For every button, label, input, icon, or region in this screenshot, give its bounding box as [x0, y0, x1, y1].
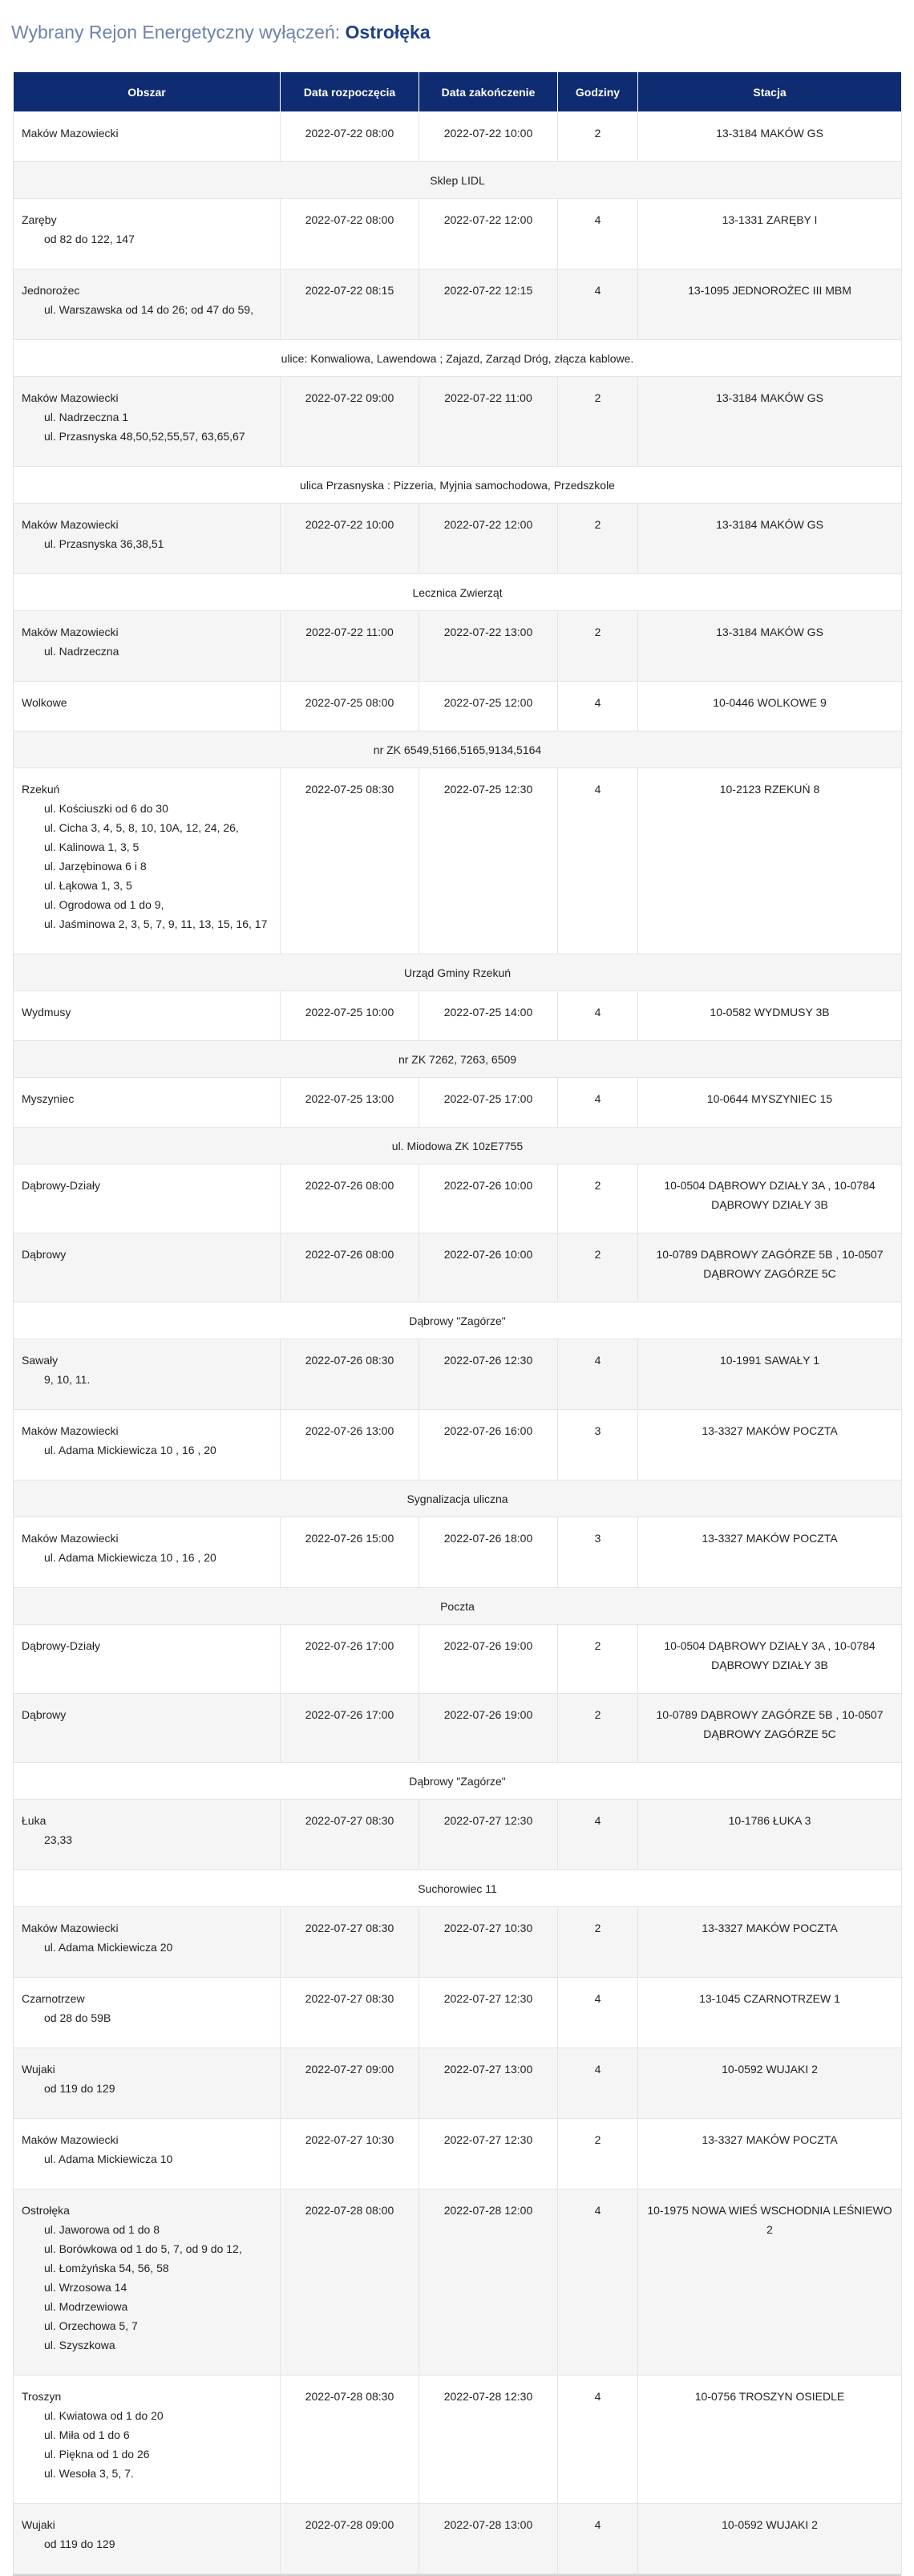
cell-area [14, 2189, 281, 2376]
cell-start-date: 2022-07-27 08:30 [281, 1907, 419, 1978]
cell-end-date: 2022-07-22 12:15 [419, 269, 558, 340]
area-name: Maków Mazowiecki [22, 1424, 119, 1437]
cell-hours: 4 [558, 2189, 638, 2376]
cell-end-date: 2022-07-27 12:30 [419, 1800, 558, 1870]
area-name: Maków Mazowiecki [22, 127, 119, 140]
cell-hours: 4 [558, 1978, 638, 2048]
area-name: Zaręby [22, 213, 57, 226]
cell-station: 10-0446 WOLKOWE 9 [638, 682, 902, 731]
cell-start-date: 2022-07-26 13:00 [281, 1410, 419, 1480]
cell-area [14, 112, 281, 162]
column-header-end-date: Data zakończenie [419, 72, 558, 112]
cell-station: 10-0592 WUJAKI 2 [638, 2504, 902, 2574]
area-detail: ul. Miła od 1 do 6 [44, 2428, 130, 2441]
area-name: Maków Mazowiecki [22, 2133, 119, 2146]
area-name: Troszyn [22, 2390, 62, 2403]
area-name: Maków Mazowiecki [22, 518, 119, 531]
cell-station: 13-3184 MAKÓW GS [638, 611, 902, 682]
note-row [14, 1763, 902, 1800]
cell-hours: 4 [558, 2504, 638, 2574]
cell-end-date: 2022-07-28 13:00 [419, 2504, 558, 2574]
cell-start-date: 2022-07-26 15:00 [281, 1517, 419, 1588]
cell-start-date: 2022-07-26 08:30 [281, 1339, 419, 1410]
cell-area [14, 1517, 281, 1588]
area-detail: 9, 10, 11. [44, 1373, 91, 1386]
cell-station: 10-0644 MYSZYNIEC 15 [638, 1078, 902, 1128]
cell-end-date: 2022-07-26 10:00 [419, 1164, 558, 1233]
cell-area [14, 1164, 281, 1233]
note-row [14, 1041, 902, 1078]
cell-hours: 4 [558, 2048, 638, 2119]
cell-hours: 4 [558, 1339, 638, 1410]
note-row [14, 1588, 902, 1625]
cell-start-date: 2022-07-26 17:00 [281, 1625, 419, 1694]
note-row [14, 467, 902, 504]
cell-station: 10-1786 ŁUKA 3 [638, 1800, 902, 1870]
cell-area [14, 2504, 281, 2574]
cell-start-date: 2022-07-27 08:30 [281, 1978, 419, 2048]
note-row [14, 1128, 902, 1164]
table-row [14, 1907, 902, 1978]
cell-station: 13-3327 MAKÓW POCZTA [638, 1517, 902, 1588]
cell-area [14, 377, 281, 467]
area-name: Sawały [22, 1354, 59, 1367]
cell-station: 13-3184 MAKÓW GS [638, 504, 902, 574]
area-detail: ul. Modrzewiowa [44, 2300, 128, 2313]
cell-end-date: 2022-07-22 11:00 [419, 377, 558, 467]
cell-area [14, 1625, 281, 1694]
table-row [14, 199, 902, 269]
area-detail: od 119 do 129 [44, 2538, 115, 2550]
cell-end-date: 2022-07-25 12:00 [419, 682, 558, 731]
cell-hours: 2 [558, 1694, 638, 1763]
area-name: Dąbrowy [22, 1248, 67, 1261]
table-row [14, 1339, 902, 1410]
area-detail: od 119 do 129 [44, 2082, 115, 2095]
area-detail: ul. Wesoła 3, 5, 7. [44, 2467, 134, 2480]
cell-area [14, 2048, 281, 2119]
table-body [14, 112, 902, 2574]
area-name: Ostrołęka [22, 2204, 70, 2217]
cell-area [14, 504, 281, 574]
table-row [14, 377, 902, 467]
cell-hours: 2 [558, 2119, 638, 2189]
area-detail: ul. Przasnyska 36,38,51 [44, 537, 164, 550]
cell-area [14, 2376, 281, 2504]
cell-hours: 2 [558, 1907, 638, 1978]
cell-hours: 2 [558, 377, 638, 467]
cell-station: 10-1975 NOWA WIEŚ WSCHODNIA LEŚNIEWO 2 [638, 2189, 902, 2376]
cell-end-date: 2022-07-26 12:30 [419, 1339, 558, 1410]
area-detail: ul. Wrzosowa 14 [44, 2281, 127, 2294]
table-row [14, 2048, 902, 2119]
cell-station: 10-0592 WUJAKI 2 [638, 2048, 902, 2119]
cell-area [14, 768, 281, 954]
area-detail: ul. Łomżyńska 54, 56, 58 [44, 2262, 169, 2274]
cell-station: 10-0789 DĄBROWY ZAGÓRZE 5B , 10-0507 DĄBROWY ZAGÓRZE 5C [638, 1233, 902, 1302]
table-row [14, 269, 902, 340]
cell-start-date: 2022-07-25 13:00 [281, 1078, 419, 1128]
table-header [14, 72, 902, 112]
area-detail: ul. Ogrodowa od 1 do 9, [44, 898, 164, 911]
cell-area [14, 1233, 281, 1302]
table-row [14, 2189, 902, 2376]
note-text: Dąbrowy "Zagórze" [14, 1302, 902, 1339]
cell-end-date: 2022-07-26 19:00 [419, 1625, 558, 1694]
table-row [14, 768, 902, 954]
table-row [14, 1078, 902, 1128]
cell-start-date: 2022-07-25 08:30 [281, 768, 419, 954]
cell-station: 10-2123 RZEKUŃ 8 [638, 768, 902, 954]
cell-area [14, 199, 281, 269]
cell-end-date: 2022-07-28 12:00 [419, 2189, 558, 2376]
area-name: Dąbrowy-Działy [22, 1179, 101, 1192]
note-text: nr ZK 6549,5166,5165,9134,5164 [14, 731, 902, 768]
cell-station: 10-1991 SAWAŁY 1 [638, 1339, 902, 1410]
table-row [14, 504, 902, 574]
page-title-prefix: Wybrany Rejon Energetyczny wyłączeń: [11, 22, 341, 43]
cell-start-date: 2022-07-22 09:00 [281, 377, 419, 467]
area-name: Wolkowe [22, 696, 67, 709]
cell-station: 13-3327 MAKÓW POCZTA [638, 1907, 902, 1978]
area-detail: ul. Borówkowa od 1 do 5, 7, od 9 do 12, [44, 2242, 242, 2255]
area-name: Jednorożec [22, 284, 80, 297]
cell-station: 10-0789 DĄBROWY ZAGÓRZE 5B , 10-0507 DĄBROWY ZAGÓRZE 5C [638, 1694, 902, 1763]
area-name: Maków Mazowiecki [22, 1532, 119, 1545]
cell-hours: 4 [558, 768, 638, 954]
cell-area [14, 269, 281, 340]
area-detail: ul. Kalinowa 1, 3, 5 [44, 840, 140, 853]
cell-station: 13-3327 MAKÓW POCZTA [638, 2119, 902, 2189]
note-row [14, 162, 902, 199]
note-row [14, 731, 902, 768]
cell-start-date: 2022-07-26 08:00 [281, 1233, 419, 1302]
cell-start-date: 2022-07-27 10:30 [281, 2119, 419, 2189]
note-text: Lecznica Zwierząt [14, 574, 902, 611]
note-text: Sygnalizacja uliczna [14, 1480, 902, 1517]
cell-start-date: 2022-07-27 08:30 [281, 1800, 419, 1870]
cell-start-date: 2022-07-26 08:00 [281, 1164, 419, 1233]
cell-area [14, 1907, 281, 1978]
note-text: nr ZK 7262, 7263, 6509 [14, 1041, 902, 1078]
cell-start-date: 2022-07-26 17:00 [281, 1694, 419, 1763]
cell-start-date: 2022-07-25 08:00 [281, 682, 419, 731]
area-name: Maków Mazowiecki [22, 391, 119, 404]
cell-hours: 4 [558, 1078, 638, 1128]
cell-area [14, 991, 281, 1041]
area-detail: ul. Szyszkowa [44, 2339, 115, 2351]
table-row [14, 2119, 902, 2189]
cell-area [14, 1694, 281, 1763]
cell-end-date: 2022-07-28 12:30 [419, 2376, 558, 2504]
area-detail: ul. Jaśminowa 2, 3, 5, 7, 9, 11, 13, 15, 16, 17 [44, 917, 268, 930]
area-name: Czarnotrzew [22, 1992, 85, 2005]
note-row [14, 1302, 902, 1339]
area-name: Dąbrowy [22, 1708, 67, 1721]
table-row [14, 112, 902, 162]
cell-station: 10-0504 DĄBROWY DZIAŁY 3A , 10-0784 DĄBROWY DZIAŁY 3B [638, 1625, 902, 1694]
page-title [11, 20, 431, 44]
cell-end-date: 2022-07-26 18:00 [419, 1517, 558, 1588]
table-row [14, 611, 902, 682]
cell-end-date: 2022-07-22 12:00 [419, 199, 558, 269]
table-row [14, 2376, 902, 2504]
cell-start-date: 2022-07-22 11:00 [281, 611, 419, 682]
cell-hours: 4 [558, 199, 638, 269]
cell-station: 13-1095 JEDNOROŻEC III MBM [638, 269, 902, 340]
cell-hours: 2 [558, 611, 638, 682]
cell-station: 10-0582 WYDMUSY 3B [638, 991, 902, 1041]
cell-area [14, 1978, 281, 2048]
cell-end-date: 2022-07-22 10:00 [419, 112, 558, 162]
cell-area [14, 611, 281, 682]
note-row [14, 1480, 902, 1517]
note-row [14, 340, 902, 377]
note-text: Dąbrowy "Zagórze" [14, 1763, 902, 1800]
area-detail: ul. Cicha 3, 4, 5, 8, 10, 10A, 12, 24, 26, [44, 821, 239, 834]
table-row [14, 1233, 902, 1302]
cell-station: 13-3327 MAKÓW POCZTA [638, 1410, 902, 1480]
area-name: Maków Mazowiecki [22, 626, 119, 638]
area-detail: ul. Przasnyska 48,50,52,55,57, 63,65,67 [44, 430, 245, 443]
area-detail: ul. Kościuszki od 6 do 30 [44, 802, 168, 815]
column-header-hours: Godziny [558, 72, 638, 112]
cell-end-date: 2022-07-26 19:00 [419, 1694, 558, 1763]
table-row [14, 2504, 902, 2574]
area-detail: od 82 do 122, 147 [44, 233, 135, 245]
cell-start-date: 2022-07-22 08:00 [281, 112, 419, 162]
table-row [14, 991, 902, 1041]
area-detail: ul. Jarzębinowa 6 i 8 [44, 860, 147, 873]
cell-end-date: 2022-07-25 12:30 [419, 768, 558, 954]
cell-station: 13-3184 MAKÓW GS [638, 377, 902, 467]
cell-area [14, 1078, 281, 1128]
cell-end-date: 2022-07-25 17:00 [419, 1078, 558, 1128]
cell-hours: 3 [558, 1410, 638, 1480]
area-detail: ul. Nadrzeczna [44, 645, 119, 658]
table-row [14, 1164, 902, 1233]
cell-station: 13-3184 MAKÓW GS [638, 112, 902, 162]
cell-station: 10-0756 TROSZYN OSIEDLE [638, 2376, 902, 2504]
area-name: Łuka [22, 1814, 47, 1827]
cell-end-date: 2022-07-22 12:00 [419, 504, 558, 574]
column-header-area: Obszar [14, 72, 281, 112]
cell-start-date: 2022-07-28 08:30 [281, 2376, 419, 2504]
column-header-station: Stacja [638, 72, 902, 112]
note-text: Suchorowiec 11 [14, 1870, 902, 1907]
cell-start-date: 2022-07-25 10:00 [281, 991, 419, 1041]
area-detail: ul. Kwiatowa od 1 do 20 [44, 2409, 164, 2422]
cell-hours: 4 [558, 2376, 638, 2504]
note-text: Sklep LIDL [14, 162, 902, 199]
cell-hours: 3 [558, 1517, 638, 1588]
cell-area [14, 682, 281, 731]
cell-station: 13-1045 CZARNOTRZEW 1 [638, 1978, 902, 2048]
cell-start-date: 2022-07-22 10:00 [281, 504, 419, 574]
area-detail: ul. Adama Mickiewicza 10 , 16 , 20 [44, 1444, 216, 1456]
note-row [14, 1870, 902, 1907]
cell-end-date: 2022-07-26 10:00 [419, 1233, 558, 1302]
cell-area [14, 1410, 281, 1480]
area-name: Wydmusy [22, 1006, 71, 1019]
note-text: ulice: Konwaliowa, Lawendowa ; Zajazd, Zarząd Dróg, złącza kablowe. [14, 340, 902, 377]
cell-hours: 2 [558, 1625, 638, 1694]
cell-hours: 2 [558, 504, 638, 574]
cell-start-date: 2022-07-27 09:00 [281, 2048, 419, 2119]
outages-table [13, 71, 902, 2574]
cell-start-date: 2022-07-28 08:00 [281, 2189, 419, 2376]
cell-end-date: 2022-07-22 13:00 [419, 611, 558, 682]
cell-end-date: 2022-07-27 13:00 [419, 2048, 558, 2119]
note-row [14, 574, 902, 611]
table-row [14, 1517, 902, 1588]
table-row [14, 1625, 902, 1694]
area-name: Wujaki [22, 2518, 55, 2531]
selected-region: Ostrołęka [345, 22, 431, 43]
area-detail: ul. Jaworowa od 1 do 8 [44, 2223, 160, 2236]
area-name: Dąbrowy-Działy [22, 1639, 101, 1652]
area-detail: ul. Orzechowa 5, 7 [44, 2319, 138, 2332]
cell-hours: 2 [558, 1233, 638, 1302]
table-row [14, 1978, 902, 2048]
note-text: ul. Miodowa ZK 10zE7755 [14, 1128, 902, 1164]
area-detail: 23,33 [44, 1833, 73, 1846]
table-row [14, 1800, 902, 1870]
cell-hours: 4 [558, 682, 638, 731]
note-text: ulica Przasnyska : Pizzeria, Myjnia samochodowa, Przedszkole [14, 467, 902, 504]
area-detail: ul. Piękna od 1 do 26 [44, 2448, 150, 2461]
cell-area [14, 1339, 281, 1410]
table-row [14, 1694, 902, 1763]
area-name: Rzekuń [22, 783, 60, 796]
note-text: Urząd Gminy Rzekuń [14, 954, 902, 991]
table-row [14, 1410, 902, 1480]
area-detail: ul. Warszawska od 14 do 26; od 47 do 59, [44, 303, 253, 316]
area-detail: ul. Nadrzeczna 1 [44, 411, 129, 423]
cell-hours: 4 [558, 1800, 638, 1870]
cell-start-date: 2022-07-22 08:00 [281, 199, 419, 269]
area-detail: ul. Adama Mickiewicza 20 [44, 1941, 173, 1954]
cell-start-date: 2022-07-22 08:15 [281, 269, 419, 340]
area-detail: ul. Adama Mickiewicza 10 [44, 2153, 173, 2165]
cell-hours: 4 [558, 269, 638, 340]
cell-station: 10-0504 DĄBROWY DZIAŁY 3A , 10-0784 DĄBROWY DZIAŁY 3B [638, 1164, 902, 1233]
area-name: Myszyniec [22, 1092, 75, 1105]
cell-area [14, 1800, 281, 1870]
column-header-start-date: Data rozpoczęcia [281, 72, 419, 112]
cell-hours: 2 [558, 1164, 638, 1233]
table-header-row [14, 72, 902, 112]
cell-end-date: 2022-07-26 16:00 [419, 1410, 558, 1480]
cell-start-date: 2022-07-28 09:00 [281, 2504, 419, 2574]
cell-hours: 2 [558, 112, 638, 162]
area-name: Maków Mazowiecki [22, 1922, 119, 1934]
cell-station: 13-1331 ZARĘBY I [638, 199, 902, 269]
area-detail: od 28 do 59B [44, 2011, 111, 2024]
area-detail: ul. Łąkowa 1, 3, 5 [44, 879, 132, 892]
cell-hours: 4 [558, 991, 638, 1041]
note-row [14, 954, 902, 991]
cell-end-date: 2022-07-27 12:30 [419, 1978, 558, 2048]
area-name: Wujaki [22, 2063, 55, 2076]
cell-end-date: 2022-07-27 12:30 [419, 2119, 558, 2189]
cell-area [14, 2119, 281, 2189]
note-text: Poczta [14, 1588, 902, 1625]
cell-end-date: 2022-07-27 10:30 [419, 1907, 558, 1978]
table-row [14, 682, 902, 731]
cell-end-date: 2022-07-25 14:00 [419, 991, 558, 1041]
area-detail: ul. Adama Mickiewicza 10 , 16 , 20 [44, 1551, 216, 1564]
